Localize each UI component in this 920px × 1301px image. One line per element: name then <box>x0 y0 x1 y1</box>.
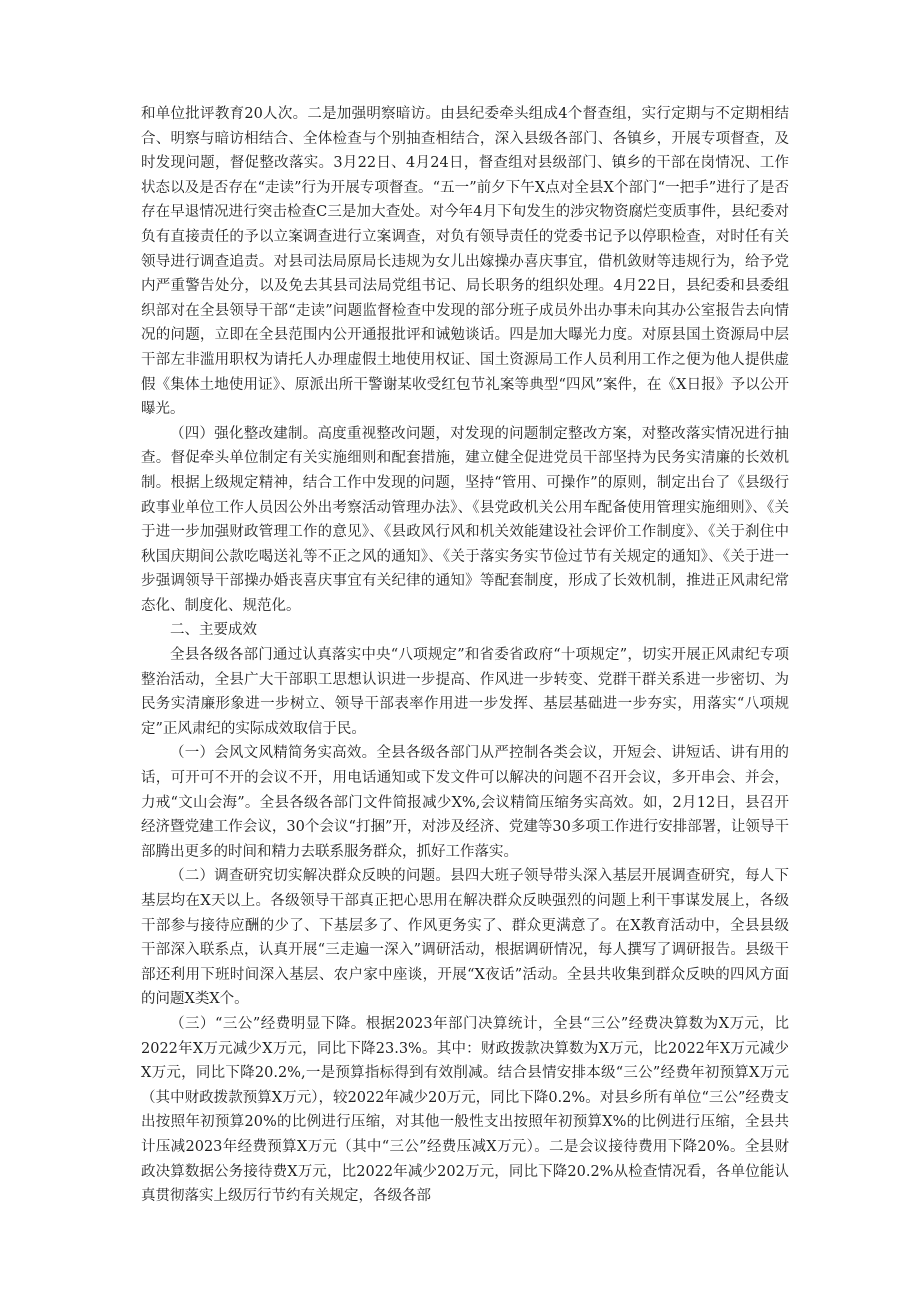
section-heading-main-results: 二、主要成效 <box>170 622 257 639</box>
paragraph-rectification: （四）强化整改建制。高度重视整改问题，对发现的问题制定整改方案，对整改落实情况进行抽查。督促牵头单位制定有关实施细则和配套措施，建立健全促进党员干部坚持为民务实清廉的长效机制。根据上级规定精神，结合工作中发现的问题，坚持“管用、可操作”的原则，制定出台了《县级行政事业单位工作人员因公外出考察活动管理办法》、《县党政机关公用车配备使用管理实施细则》、《关于进一步加强财政管理工作的意见》、《县政风行风和机关效能建设社会评价工作制度》、《关于刹住中秋国庆期间公款吃喝送礼等不正之风的通知》、《关于落实务实节俭过节有关规定的通知》、《关于进一步强调领导干部操办婚丧喜庆事宜有关纪律的通知》等配套制度，形成了长效机制，推进正风肃纪常态化、制度化、规范化。 <box>141 425 789 614</box>
paragraph-three-public-expenses: （三）“三公”经费明显下降。根据2023年部门决算统计，全县“三公”经费决算数为X万元，比2022年X万元减少X万元，同比下降23.3%。其中：财政拨款决算数为X万元，比2022年X万元减少X万元，同比下降20.2%,一是预算指标得到有效削减。结合县情安排本级“三公”经费年初预算X万元（其中财政拨款预算X万元），较2022年减少20万元，同比下降0.2%。对县乡所有单位“三公”经费支出按照年初预算20%的比例进行压缩，对其他一般性支出按照年初预算X%的比例进行压缩，全县共计压减2023年经费预算X万元（其中“三公”经费压减X万元）。二是会议接待费用下降20%。全县财政决算数据公务接待费X万元，比2022年减少202万元，同比下降20.2%从检查情况看，各单位能认真贯彻落实上级厉行节约有关规定，各级各部 <box>141 1015 789 1205</box>
paragraph-results-intro: 全县各级各部门通过认真落实中央“八项规定”和省委省政府“十项规定”，切实开展正风肃纪专项整治活动，全县广大干部职工思想认识进一步提高、作风进一步转变、党群干群关系进一步密切、为民务实清廉形象进一步树立、领导干部表率作用进一步发挥、基层基础进一步夯实，用落实“八项规定”正风肃纪的实际成效取信于民。 <box>141 647 789 737</box>
document-page <box>141 102 789 1209</box>
paragraph-investigation: （二）调查研究切实解决群众反映的问题。县四大班子领导带头深入基层开展调查研究，每人下基层均在X天以上。各级领导干部真正把心思用在解决群众反映强烈的问题上利干事谋发展上，各级干部参与接待应酬的少了、下基层多了、作风更务实了、群众更满意了。在X教育活动中，全县县级干部深入联系点，认真开展“三走遍一深入”调研活动，根据调研情况，每人撰写了调研报告。县级干部还利用下班时间深入基层、农户家中座谈，开展“X夜话”活动。全县共收集到群众反映的四风方面的问题X类X个。 <box>141 868 789 1008</box>
paragraph-meeting-style: （一）会风文风精简务实高效。全县各级各部门从严控制各类会议，开短会、讲短话、讲有用的话，可开可不开的会议不开，用电话通知或下发文件可以解决的问题不召开会议，多开串会、并会，力戒“文山会海”。全县各级各部门文件简报减少X%,会议精简压缩务实高效。如，2月12日，县召开经济暨党建工作会议，30个会议“打捆”开，对涉及经济、党建等30多项工作进行安排部署，让领导干部腾出更多的时间和精力去联系服务群众，抓好工作落实。 <box>141 745 789 860</box>
paragraph-continuation: 和单位批评教育20人次。二是加强明察暗访。由县纪委牵头组成4个督查组，实行定期与不定期相结合、明察与暗访相结合、全体检查与个别抽查相结合，深入县级各部门、各镇乡，开展专项督查，及时发现问题，督促整改落实。3月22日、4月24日，督查组对县级部门、镇乡的干部在岗情况、工作状态以及是否存在“走读”行为开展专项督查。“五一”前夕下午X点对全县X个部门“一把手”进行了是否存在早退情况进行突击检查C三是加大查处。对今年4月下旬发生的涉灾物资腐烂变质事件，县纪委对负有直接责任的予以立案调查进行立案调查，对负有领导责任的党委书记予以停职检查，对时任有关领导进行调查追责。对县司法局原局长违规为女儿出嫁操办喜庆事宜，借机敛财等违规行为，给予党内严重警告处分，以及免去其县司法局党组书记、局长职务的组织处理。4月22日，县纪委和县委组织部对在全县领导干部“走读”问题监督检查中发现的部分班子成员外出办事未向其办公室报告去向情况的问题，立即在全县范围内公开通报批评和诫勉谈话。四是加大曝光力度。对原县国土资源局中层干部左非滥用职权为请托人办理虚假土地使用权证、国土资源局工作人员利用工作之便为他人提供虚假《集体土地使用证》、原派出所干警谢某收受红包节礼案等典型“四风”案件，在《X日报》予以公开曝光。 <box>141 106 789 418</box>
